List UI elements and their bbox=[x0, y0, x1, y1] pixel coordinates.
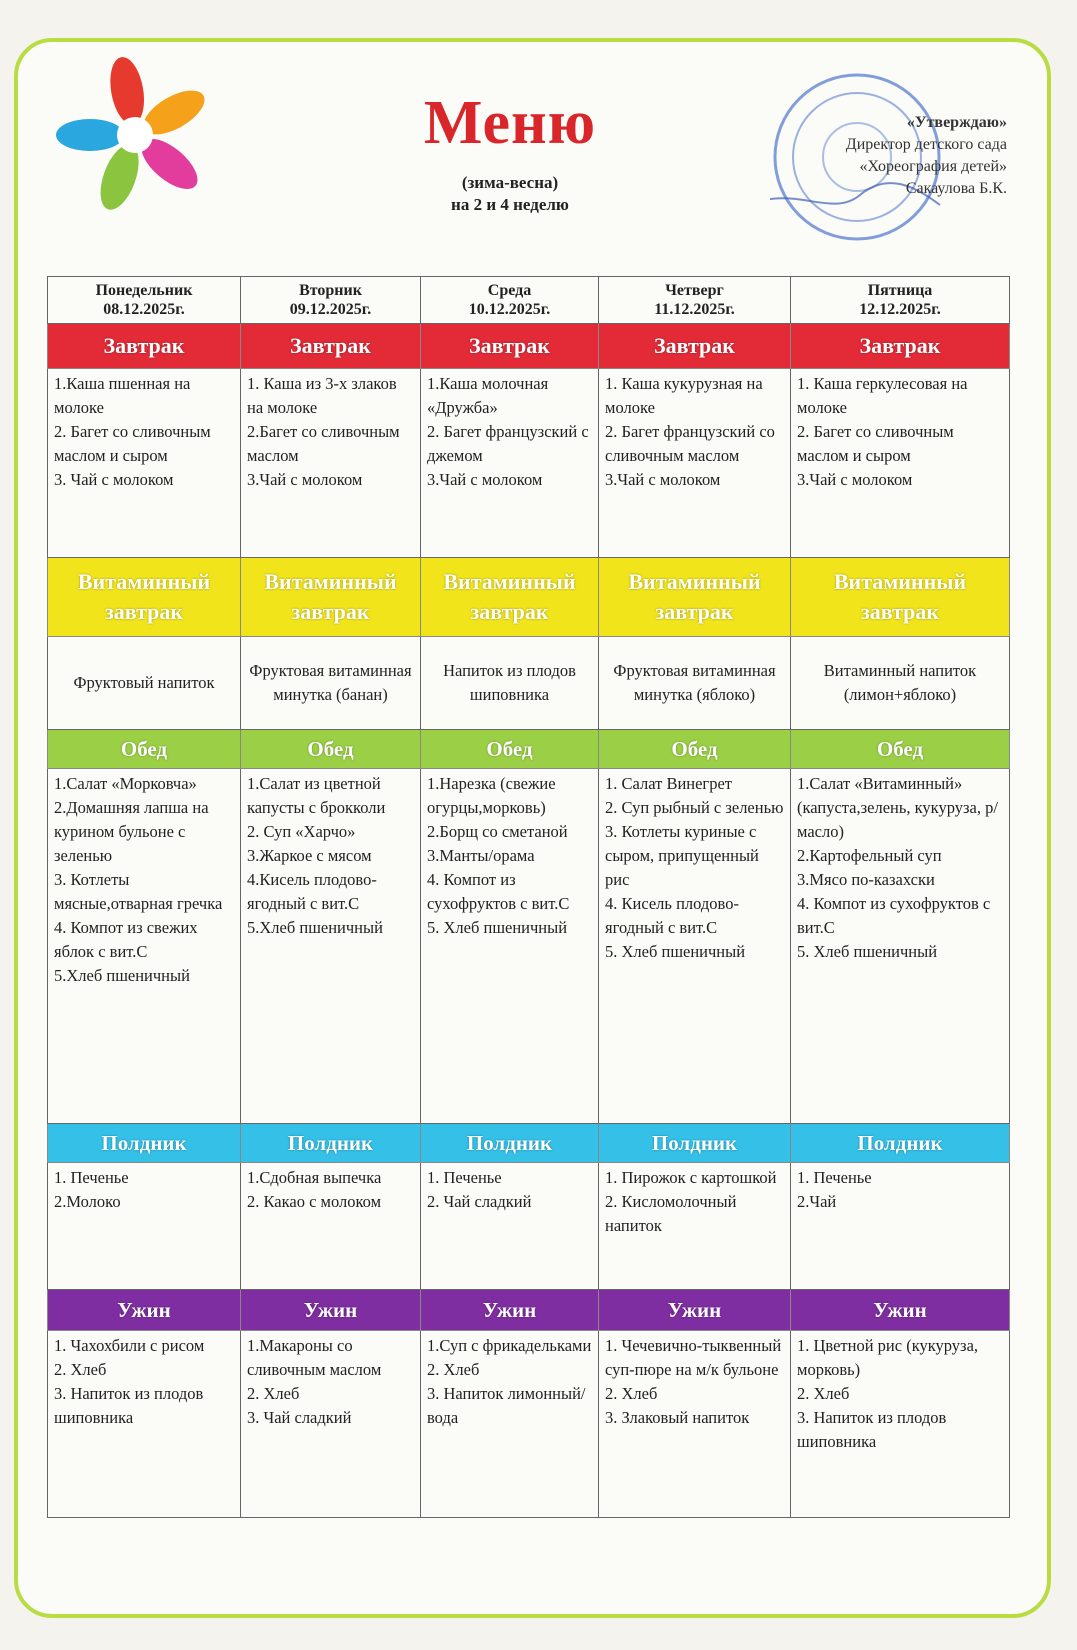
dish: 1. Салат Винегрет bbox=[605, 774, 732, 793]
meal-label bbox=[791, 558, 1010, 637]
meal-label: Полдник bbox=[241, 1124, 421, 1163]
approval-head: «Утверждаю» bbox=[906, 114, 1007, 131]
menu-cell bbox=[48, 637, 241, 730]
day-date: 08.12.2025г. bbox=[103, 301, 185, 318]
menu-cell bbox=[241, 769, 421, 1124]
dish: 3. Напиток лимонный/вода bbox=[427, 1384, 586, 1427]
menu-cell bbox=[599, 1331, 791, 1518]
day-date: 11.12.2025г. bbox=[654, 301, 735, 318]
dish: 1. Чечевично-тыквенный суп-пюре на м/к бульоне bbox=[605, 1336, 782, 1379]
days-header-row bbox=[48, 277, 1010, 324]
dish: 1.Макароны со сливочным маслом bbox=[247, 1336, 382, 1379]
menu-cell bbox=[48, 769, 241, 1124]
dish: 1. Печенье bbox=[54, 1168, 129, 1187]
menu-cell bbox=[791, 1331, 1010, 1518]
lunch-band bbox=[48, 730, 1010, 769]
day-header bbox=[599, 277, 791, 324]
dish: 1. Каша кукурузная на молоке bbox=[605, 374, 763, 417]
menu-table bbox=[47, 276, 1010, 1518]
dish: 2.Чай bbox=[797, 1192, 837, 1211]
dish: 3.Чай с молоком bbox=[427, 470, 543, 489]
meal-label bbox=[599, 558, 791, 637]
dish: 2. Багет со сливочным маслом и сыром bbox=[797, 422, 954, 465]
day-header bbox=[241, 277, 421, 324]
dish: 3.Чай с молоком bbox=[605, 470, 721, 489]
day-date: 10.12.2025г. bbox=[468, 301, 551, 318]
meal-label: Ужин bbox=[421, 1290, 599, 1331]
menu-cell bbox=[791, 769, 1010, 1124]
menu-cell bbox=[241, 637, 421, 730]
dish: 2. Хлеб bbox=[797, 1384, 850, 1403]
dish: 5.Хлеб пшеничный bbox=[54, 966, 190, 985]
meal-label bbox=[48, 558, 241, 637]
dish: 3. Чай сладкий bbox=[247, 1408, 352, 1427]
meal-label-line: Витаминный bbox=[628, 569, 761, 594]
menu-cell bbox=[48, 1163, 241, 1290]
meal-label-line: завтрак bbox=[655, 599, 734, 624]
dish: 3.Чай с молоком bbox=[797, 470, 913, 489]
dish: 2.Молоко bbox=[54, 1192, 121, 1211]
meal-label: Обед bbox=[421, 730, 599, 769]
meal-label: Ужин bbox=[241, 1290, 421, 1331]
dish: 2. Багет французский с джемом bbox=[427, 422, 589, 465]
dish: Напиток из плодов шиповника bbox=[443, 661, 576, 704]
meal-label bbox=[421, 558, 599, 637]
meal-label-line: Витаминный bbox=[833, 569, 967, 594]
menu-cell bbox=[421, 1163, 599, 1290]
meal-label: Завтрак bbox=[599, 324, 791, 369]
menu-cell bbox=[241, 369, 421, 558]
dish: 5. Хлеб пшеничный bbox=[605, 942, 746, 961]
dish: 1.Салат из цветной капусты с брокколи bbox=[247, 774, 386, 817]
dish: 1.Салат «Морковча» bbox=[54, 774, 197, 793]
subtitle-season: (зима-весна) bbox=[461, 173, 559, 192]
page-subtitle bbox=[380, 172, 640, 216]
menu-cell bbox=[791, 1163, 1010, 1290]
dish: Фруктовый напиток bbox=[73, 673, 215, 692]
dinner-row bbox=[48, 1331, 1010, 1518]
meal-label-line: завтрак bbox=[104, 599, 184, 624]
day-header bbox=[791, 277, 1010, 324]
meal-label-line: Витаминный bbox=[77, 569, 211, 594]
menu-cell bbox=[421, 369, 599, 558]
meal-label-line: Витаминный bbox=[264, 569, 397, 594]
dish: 1.Салат «Витаминный» (капуста,зелень, кукуруза, р/масло) bbox=[797, 774, 998, 841]
dish: 2. Хлеб bbox=[427, 1360, 480, 1379]
dish: 3.Жаркое с мясом bbox=[247, 846, 372, 865]
dish: Витаминный напиток (лимон+яблоко) bbox=[823, 661, 977, 704]
menu-cell bbox=[599, 637, 791, 730]
day-name: Четверг bbox=[665, 282, 724, 299]
vitamin-band bbox=[48, 558, 1010, 637]
dish: 2. Суп «Харчо» bbox=[247, 822, 356, 841]
menu-cell bbox=[421, 1331, 599, 1518]
dish: 1.Нарезка (свежие огурцы,морковь) bbox=[427, 774, 556, 817]
day-name: Вторник bbox=[299, 282, 362, 299]
meal-label bbox=[241, 558, 421, 637]
day-date: 09.12.2025г. bbox=[289, 301, 372, 318]
dish: 2. Какао с молоком bbox=[247, 1192, 382, 1211]
menu-cell bbox=[241, 1331, 421, 1518]
dish: 2.Картофельный суп bbox=[797, 846, 942, 865]
dish: 5. Хлеб пшеничный bbox=[797, 942, 938, 961]
dish: 3. Злаковый напиток bbox=[605, 1408, 750, 1427]
dish: 5. Хлеб пшеничный bbox=[427, 918, 568, 937]
meal-label-line: Витаминный bbox=[443, 569, 576, 594]
dish: 2. Чай сладкий bbox=[427, 1192, 532, 1211]
approval-organization: «Хореография детей» bbox=[859, 158, 1007, 175]
page-title: Меню bbox=[423, 89, 597, 157]
dish: 2. Хлеб bbox=[54, 1360, 107, 1379]
dish: 4. Компот из сухофруктов с вит.С bbox=[427, 870, 570, 913]
dish: 4. Компот из сухофруктов с вит.С bbox=[797, 894, 991, 937]
meal-label: Завтрак bbox=[791, 324, 1010, 369]
colorful-hands-logo bbox=[50, 50, 220, 220]
dish: 5.Хлеб пшеничный bbox=[247, 918, 383, 937]
vitamin-row bbox=[48, 637, 1010, 730]
dish: 3. Напиток из плодов шиповника bbox=[797, 1408, 947, 1451]
dish: 3.Манты/орама bbox=[427, 846, 535, 865]
snack-band bbox=[48, 1124, 1010, 1163]
dish: 1. Чахохбили с рисом bbox=[54, 1336, 205, 1355]
dish: 3.Мясо по-казахски bbox=[797, 870, 935, 889]
day-header bbox=[421, 277, 599, 324]
meal-label: Завтрак bbox=[241, 324, 421, 369]
meal-label: Завтрак bbox=[421, 324, 599, 369]
dish: 2. Суп рыбный с зеленью bbox=[605, 798, 784, 817]
dish: 1. Каша геркулесовая на молоке bbox=[797, 374, 968, 417]
dish: Фруктовая витаминная минутка (яблоко) bbox=[613, 661, 776, 704]
meal-label: Обед bbox=[241, 730, 421, 769]
menu-cell bbox=[599, 1163, 791, 1290]
dish: 3. Котлеты куриные с сыром, припущенный рис bbox=[605, 822, 759, 889]
breakfast-row bbox=[48, 369, 1010, 558]
meal-label: Обед bbox=[599, 730, 791, 769]
day-date: 12.12.2025г. bbox=[859, 301, 941, 318]
menu-cell bbox=[421, 637, 599, 730]
meal-label: Завтрак bbox=[48, 324, 241, 369]
meal-label: Ужин bbox=[48, 1290, 241, 1331]
dish: 2. Хлеб bbox=[247, 1384, 300, 1403]
dish: 2. Кисломолочный напиток bbox=[605, 1192, 737, 1235]
dish: 3.Чай с молоком bbox=[247, 470, 363, 489]
dish: 1. Печенье bbox=[427, 1168, 502, 1187]
dish: 2.Домашняя лапша на курином бульоне с зеленью bbox=[54, 798, 209, 865]
meal-label: Ужин bbox=[599, 1290, 791, 1331]
menu-cell bbox=[791, 369, 1010, 558]
menu-cell bbox=[241, 1163, 421, 1290]
meal-label: Полдник bbox=[421, 1124, 599, 1163]
approval-position: Директор детского сада bbox=[845, 136, 1007, 153]
dish: 3. Напиток из плодов шиповника bbox=[54, 1384, 204, 1427]
meal-label: Полдник bbox=[791, 1124, 1010, 1163]
meal-label-line: завтрак bbox=[860, 599, 940, 624]
dish: 2. Багет со сливочным маслом и сыром bbox=[54, 422, 211, 465]
day-name: Понедельник bbox=[95, 282, 193, 299]
menu-cell bbox=[599, 769, 791, 1124]
dish: 1.Сдобная выпечка bbox=[247, 1168, 382, 1187]
dish: Фруктовая витаминная минутка (банан) bbox=[249, 661, 412, 704]
dish: 1. Каша из 3-х злаков на молоке bbox=[247, 374, 397, 417]
breakfast-band bbox=[48, 324, 1010, 369]
menu-cell bbox=[599, 369, 791, 558]
menu-cell bbox=[48, 369, 241, 558]
dish: 3. Чай с молоком bbox=[54, 470, 174, 489]
approval-name: Сакаулова Б.К. bbox=[905, 180, 1007, 197]
dish: 1. Печенье bbox=[797, 1168, 872, 1187]
dish: 4. Кисель плодово-ягодный с вит.С bbox=[605, 894, 739, 937]
dish: 3. Котлеты мясные,отварная гречка bbox=[54, 870, 223, 913]
lunch-row bbox=[48, 769, 1010, 1124]
menu-cell bbox=[421, 769, 599, 1124]
meal-label: Обед bbox=[48, 730, 241, 769]
meal-label: Ужин bbox=[791, 1290, 1010, 1331]
meal-label: Обед bbox=[791, 730, 1010, 769]
dish: 2. Хлеб bbox=[605, 1384, 658, 1403]
dish: 1.Каша молочная «Дружба» bbox=[427, 374, 549, 417]
meal-label: Полдник bbox=[48, 1124, 241, 1163]
dish: 2.Багет со сливочным маслом bbox=[247, 422, 400, 465]
dish: 4. Компот из свежих яблок с вит.С bbox=[54, 918, 198, 961]
dish: 1.Суп с фрикадельками bbox=[427, 1336, 592, 1355]
day-name: Пятница bbox=[867, 282, 933, 299]
dinner-band bbox=[48, 1290, 1010, 1331]
meal-label: Полдник bbox=[599, 1124, 791, 1163]
dish: 1.Каша пшенная на молоке bbox=[54, 374, 191, 417]
meal-label-line: завтрак bbox=[470, 599, 549, 624]
subtitle-weeks: на 2 и 4 неделю bbox=[451, 195, 569, 214]
dish: 4.Кисель плодово-ягодный с вит.С bbox=[247, 870, 377, 913]
dish: 1. Пирожок с картошкой bbox=[605, 1168, 777, 1187]
day-name: Среда bbox=[487, 282, 532, 299]
snack-row bbox=[48, 1163, 1010, 1290]
day-header bbox=[48, 277, 241, 324]
dish: 1. Цветной рис (кукуруза, морковь) bbox=[797, 1336, 979, 1379]
menu-cell bbox=[791, 637, 1010, 730]
approval-block bbox=[767, 112, 1007, 200]
menu-cell bbox=[48, 1331, 241, 1518]
meal-label-line: завтрак bbox=[291, 599, 370, 624]
dish: 2.Борщ со сметаной bbox=[427, 822, 568, 841]
dish: 2. Багет французский со сливочным маслом bbox=[605, 422, 775, 465]
